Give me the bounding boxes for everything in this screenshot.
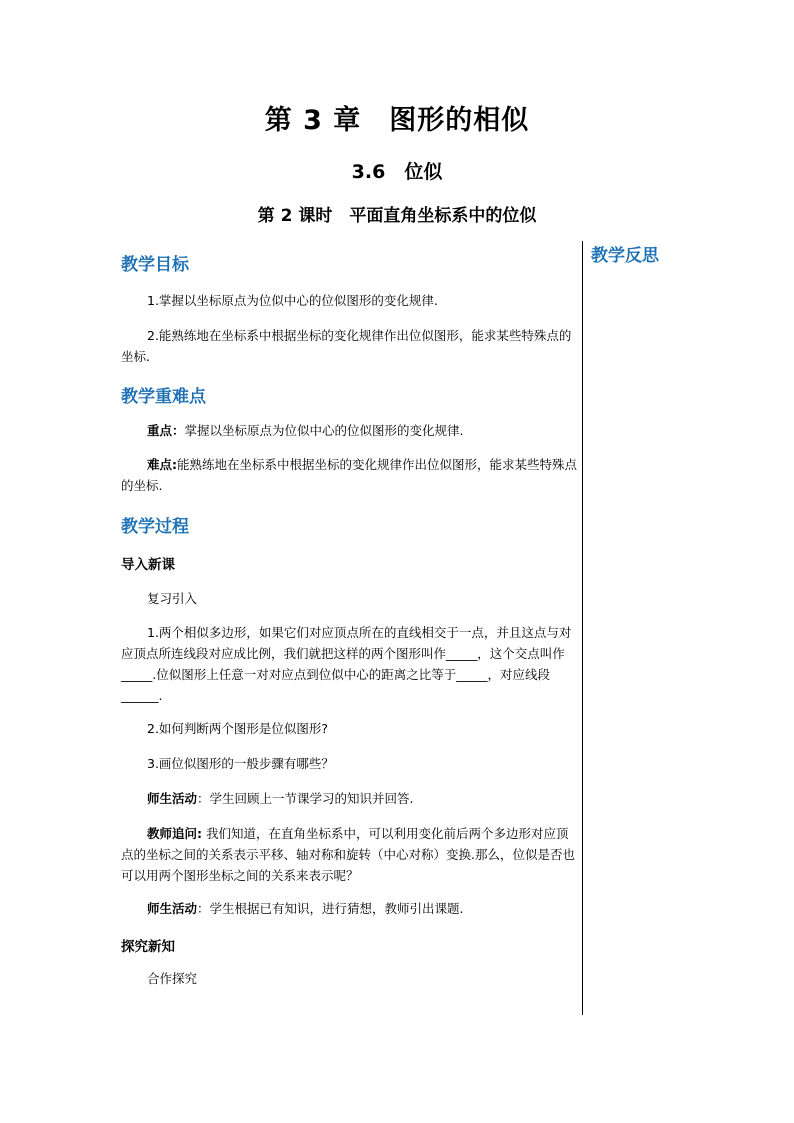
difficult-text: 能熟练地在坐标系中根据坐标的变化规律作出位似图形，能求某些特殊点的坐标. bbox=[121, 457, 578, 493]
intro-heading: 导入新课 bbox=[121, 557, 175, 573]
activity-2 bbox=[121, 898, 577, 919]
objective-2: 2.能熟练地在坐标系中根据坐标的变化规律作出位似图形，能求某些特殊点的坐标. bbox=[121, 328, 572, 364]
question-2: 2.如何判断两个图形是位似图形? bbox=[147, 721, 329, 736]
chapter-title: 第 3 章 图形的相似 bbox=[264, 105, 530, 136]
keypoints-heading: 教学重难点 bbox=[121, 387, 206, 407]
activity-1-label: 师生活动 bbox=[147, 791, 198, 806]
activity-2-text: ：学生根据已有知识，进行猜想，教师引出课题. bbox=[197, 901, 464, 916]
question-1: 1.两个相似多边形，如果它们对应顶点所在的直线相交于一点，并且这点与对应顶点所连线段对应成比例，我们就把这样的两个图形叫作_____，这个交点叫作_____.位似图形上任意一对对应点到位似中心的距离之比等于_____，对应线段______. bbox=[121, 625, 572, 703]
teacher-question bbox=[121, 823, 577, 886]
activity-1 bbox=[121, 788, 577, 809]
key-point bbox=[121, 420, 577, 441]
explore-heading: 探究新知 bbox=[121, 939, 175, 955]
objective-1: 1.掌握以坐标原点为位似中心的位似图形的变化规律. bbox=[147, 293, 438, 308]
activity-1-text: ：学生回顾上一节课学习的知识并回答. bbox=[197, 791, 414, 806]
teacher-text: 我们知道，在直角坐标系中，可以利用变化前后两个多边形对应顶点的坐标之间的关系表示平移、轴对称和旋转（中心对称）变换.那么，位似是否也可以用两个图形坐标之间的关系来表示呢？ bbox=[121, 826, 575, 883]
activity-2-label: 师生活动 bbox=[147, 901, 198, 916]
difficult-label: 难点: bbox=[147, 457, 177, 472]
question-3: 3.画位似图形的一般步骤有哪些？ bbox=[147, 756, 334, 771]
key-label: 重点： bbox=[147, 423, 185, 438]
review-intro: 复习引入 bbox=[147, 591, 198, 606]
reflection-heading: 教学反思 bbox=[591, 246, 659, 266]
key-text: 掌握以坐标原点为位似中心的位似图形的变化规律. bbox=[184, 423, 464, 438]
lesson-title: 第 2 课时 平面直角坐标系中的位似 bbox=[257, 206, 537, 226]
column-divider bbox=[582, 241, 583, 1015]
objectives-heading: 教学目标 bbox=[121, 255, 189, 275]
difficult-point bbox=[121, 454, 577, 496]
teacher-label: 教师追问: bbox=[147, 826, 202, 841]
cooperative-inquiry: 合作探究 bbox=[147, 971, 198, 986]
section-title: 3.6 位似 bbox=[351, 161, 443, 183]
process-heading: 教学过程 bbox=[121, 517, 189, 537]
